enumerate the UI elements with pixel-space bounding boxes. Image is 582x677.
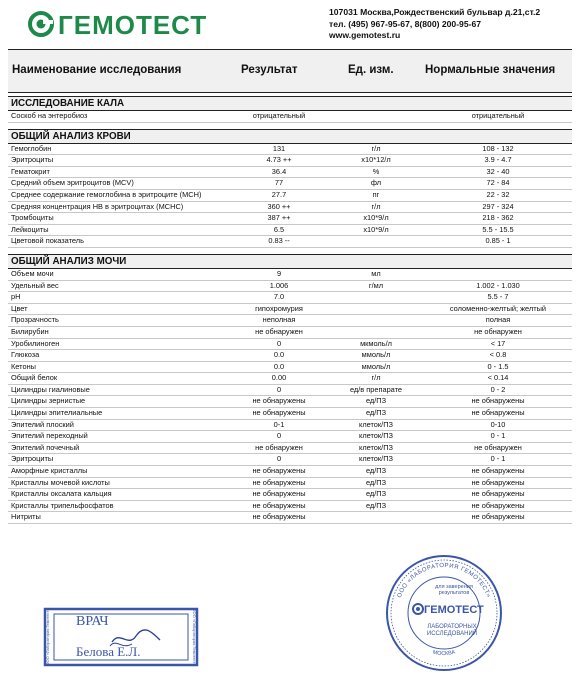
table-row	[8, 501, 572, 513]
test-name: Соскоб на энтеробиоз	[11, 111, 88, 120]
section-title: ИССЛЕДОВАНИЕ КАЛА	[8, 96, 572, 111]
test-result: 0	[276, 338, 282, 348]
test-unit: клеток/ПЗ	[359, 442, 393, 452]
test-norm: не обнаружены	[471, 489, 525, 499]
test-unit: клеток/ПЗ	[359, 454, 393, 464]
test-result: 7.0	[273, 292, 285, 302]
test-name: Аморфные кристаллы	[11, 466, 88, 476]
table-row	[8, 478, 572, 490]
test-norm: 1.002 - 1.030	[476, 280, 520, 290]
logo-text: ГЕМОТЕСТ	[58, 10, 208, 40]
test-result: 0.0	[273, 350, 285, 360]
test-name: Цилиндры гиалиновые	[11, 384, 90, 394]
test-name: Глюкоза	[11, 350, 40, 360]
test-name: Нитриты	[11, 512, 41, 522]
test-result: не обнаружен	[255, 326, 303, 336]
test-name: Тромбоциты	[11, 213, 54, 223]
table-row	[8, 144, 572, 156]
test-name: Эпителий переходный	[11, 431, 88, 441]
test-norm: 0.85 - 1	[485, 236, 511, 246]
test-result: не обнаружены	[252, 512, 306, 522]
round-stamp-brand: ГЕМОТЕСТ	[424, 604, 484, 616]
test-norm: 0 - 2	[490, 384, 506, 394]
table-row	[8, 408, 572, 420]
table-row	[8, 489, 572, 501]
test-name: Цветовой показатель	[11, 236, 84, 246]
test-result: неполная	[262, 315, 296, 325]
table-row	[8, 350, 572, 362]
test-result: 0	[276, 384, 282, 394]
test-norm: 22 - 32	[486, 189, 510, 199]
doctor-stamp-name: Белова Е.Л.	[76, 644, 141, 659]
section-title: ОБЩИЙ АНАЛИЗ МОЧИ	[8, 254, 572, 269]
test-result: 1.006	[269, 280, 289, 290]
test-name: Билирубин	[11, 326, 49, 336]
test-name: Гемоглобин	[11, 143, 52, 153]
test-norm: соломенно-желтый; желтый	[449, 303, 547, 313]
table-row	[8, 443, 572, 455]
test-result: 6.5	[273, 224, 285, 234]
test-result: 360 ++	[267, 201, 291, 211]
test-norm: 32 - 40	[486, 166, 510, 176]
table-row	[8, 327, 572, 339]
contact-info	[329, 7, 540, 42]
svg-text:МОСКВА: МОСКВА	[432, 649, 456, 658]
table-row	[8, 512, 572, 524]
test-name: Уробилиноген	[11, 338, 60, 348]
svg-text:ООО «Лаборатория Гемотест»: ООО «Лаборатория Гемотест»	[192, 608, 197, 666]
gemotest-logo	[28, 8, 218, 42]
test-name: Объем мочи	[11, 268, 54, 278]
table-row	[8, 155, 572, 167]
table-row	[8, 281, 572, 293]
test-norm: 5.5 - 7	[487, 292, 509, 302]
test-norm: < 0.14	[487, 373, 509, 383]
test-norm: 0 - 1	[490, 454, 506, 464]
table-row	[8, 466, 572, 478]
round-stamp-purpose: для заверения результатов	[435, 584, 473, 596]
test-unit: ед/ПЗ	[365, 466, 387, 476]
test-name: Эпителий почечный	[11, 442, 80, 452]
test-result: 77	[274, 178, 284, 188]
table-row	[8, 225, 572, 237]
test-result: 387 ++	[267, 213, 291, 223]
test-unit: x10*9/л	[363, 213, 389, 223]
table-row	[8, 362, 572, 374]
test-norm: 0 - 1	[490, 431, 506, 441]
test-name: Общий белок	[11, 373, 58, 383]
round-stamp-subtitle: ЛАБОРАТОРНЫХ ИССЛЕДОВАНИЙ	[426, 624, 478, 637]
table-row	[8, 292, 572, 304]
table-row	[8, 167, 572, 179]
test-norm: не обнаружен	[474, 326, 522, 336]
test-result: 9	[276, 268, 282, 278]
test-result: гипохромурия	[255, 303, 303, 313]
test-name: pH	[11, 292, 21, 302]
test-name: Кристаллы мочевой кислоты	[11, 477, 110, 487]
test-norm: < 0.8	[489, 350, 507, 360]
test-result: 0	[276, 454, 282, 464]
test-result: не обнаружены	[252, 408, 306, 418]
test-name: Прозрачность	[11, 315, 59, 325]
section-title: ОБЩИЙ АНАЛИЗ КРОВИ	[8, 129, 572, 144]
logo-mark-icon	[28, 11, 54, 37]
test-norm: отрицательный	[471, 111, 525, 120]
test-unit: г/л	[371, 201, 381, 211]
test-norm: не обнаружены	[471, 512, 525, 522]
test-unit: мл	[371, 268, 381, 278]
test-name: Эпителий плоский	[11, 419, 74, 429]
test-norm: не обнаружен	[474, 442, 522, 452]
test-norm: 72 - 84	[486, 178, 510, 188]
test-result: 0-1	[273, 419, 285, 429]
test-unit: ед/ПЗ	[365, 489, 387, 499]
test-result: не обнаружен	[255, 442, 303, 452]
column-header-name: Наименование исследования	[12, 64, 182, 76]
test-name: Эритроциты	[11, 155, 54, 165]
test-result: не обнаружены	[252, 466, 306, 476]
svg-text:ООО «ЛАБОРАТОРИЯ ГЕМОТЕСТ»: ООО «ЛАБОРАТОРИЯ ГЕМОТЕСТ»	[396, 562, 492, 599]
test-norm: не обнаружены	[471, 408, 525, 418]
table-row	[8, 339, 572, 351]
table-row	[8, 190, 572, 202]
test-unit: x10*9/л	[363, 224, 389, 234]
column-header-norm: Нормальные значения	[425, 64, 556, 76]
test-unit: ед/ПЗ	[365, 408, 387, 418]
test-name: Эритроциты	[11, 454, 54, 464]
test-result: не обнаружены	[252, 489, 306, 499]
table-row	[8, 373, 572, 385]
test-unit: фл	[370, 178, 382, 188]
test-unit: %	[372, 166, 380, 176]
test-norm: не обнаружены	[471, 500, 525, 510]
test-name: Средняя концентрация HB в эритроцитах (MCHC)	[11, 201, 184, 211]
table-row	[8, 304, 572, 316]
test-norm: не обнаружены	[471, 477, 525, 487]
table-row	[8, 111, 572, 123]
test-name: Средний объем эритроцитов (MCV)	[11, 178, 134, 188]
test-norm: < 17	[490, 338, 506, 348]
test-name: Среднее содержание гемоглобина в эритроците (MCH)	[11, 189, 202, 199]
test-unit: г/л	[371, 143, 381, 153]
table-row	[8, 315, 572, 327]
test-name: Цилиндры зернистые	[11, 396, 86, 406]
doctor-stamp-title: ВРАЧ	[76, 614, 109, 629]
test-name: Гематокрит	[11, 166, 50, 176]
test-result: 36.4	[271, 166, 287, 176]
test-unit: ед/ПЗ	[365, 477, 387, 487]
test-unit: ед/в препарате	[349, 384, 403, 394]
svg-text:ООО «Лаборатория Гемотест»: ООО «Лаборатория Гемотест»	[45, 608, 50, 666]
table-row	[8, 236, 572, 248]
test-unit: г/л	[371, 373, 381, 383]
test-result: 4.73 ++	[266, 155, 292, 165]
test-unit: ед/ПЗ	[365, 396, 387, 406]
column-header-bar	[8, 49, 572, 93]
test-result: 131	[272, 143, 286, 153]
table-row	[8, 420, 572, 432]
test-norm: не обнаружены	[471, 396, 525, 406]
results-table	[8, 96, 572, 524]
test-name: Цилиндры эпителиальные	[11, 408, 103, 418]
test-result: 0.83 --	[268, 236, 290, 246]
test-result: 0.00	[271, 373, 287, 383]
test-name: Цвет	[11, 303, 28, 313]
test-name: Удельный вес	[11, 280, 59, 290]
test-norm: 3.9 - 4.7	[484, 155, 512, 165]
test-unit: x10*12/л	[361, 155, 391, 165]
address: 107031 Москва,Рождественский бульвар д.21,ст.2	[329, 7, 541, 17]
test-result: 0	[276, 431, 282, 441]
test-unit: клеток/ПЗ	[359, 431, 393, 441]
table-row	[8, 431, 572, 443]
test-norm: 0-10	[490, 419, 506, 429]
test-result: не обнаружены	[252, 477, 306, 487]
test-result: отрицательный	[252, 111, 306, 120]
test-norm: 0 - 1.5	[487, 361, 509, 371]
website: www.gemotest.ru	[329, 30, 401, 40]
test-name: Лейкоциты	[11, 224, 49, 234]
test-norm: 218 - 362	[482, 213, 514, 223]
test-name: Кристаллы трипельфосфатов	[11, 500, 114, 510]
test-result: не обнаружены	[252, 500, 306, 510]
table-row	[8, 396, 572, 408]
test-norm: 108 - 132	[482, 143, 514, 153]
table-row	[8, 202, 572, 214]
column-header-unit: Ед. изм.	[348, 64, 394, 76]
test-result: не обнаружены	[252, 396, 306, 406]
table-row	[8, 178, 572, 190]
test-norm: не обнаружены	[471, 466, 525, 476]
test-norm: полная	[485, 315, 511, 325]
table-row	[8, 269, 572, 281]
test-result: 0.0	[273, 361, 285, 371]
test-unit: мкмоль/л	[360, 338, 392, 348]
table-row	[8, 454, 572, 466]
test-unit: г/мл	[368, 280, 384, 290]
test-unit: ммоль/л	[361, 350, 391, 360]
phone: тел. (495) 967-95-67, 8(800) 200-95-67	[329, 18, 482, 29]
test-name: Кристаллы оксалата кальция	[11, 489, 112, 499]
table-row	[8, 213, 572, 225]
table-row	[8, 385, 572, 397]
test-name: Кетоны	[11, 361, 36, 371]
test-unit: клеток/ПЗ	[359, 419, 393, 429]
test-norm: 5.5 - 15.5	[482, 224, 514, 234]
test-norm: 297 - 324	[482, 201, 514, 211]
test-unit: пг	[372, 189, 380, 199]
test-result: 27.7	[271, 189, 287, 199]
test-unit: ммоль/л	[361, 361, 391, 371]
test-unit: ед/ПЗ	[365, 500, 387, 510]
column-header-result: Результат	[241, 64, 298, 76]
